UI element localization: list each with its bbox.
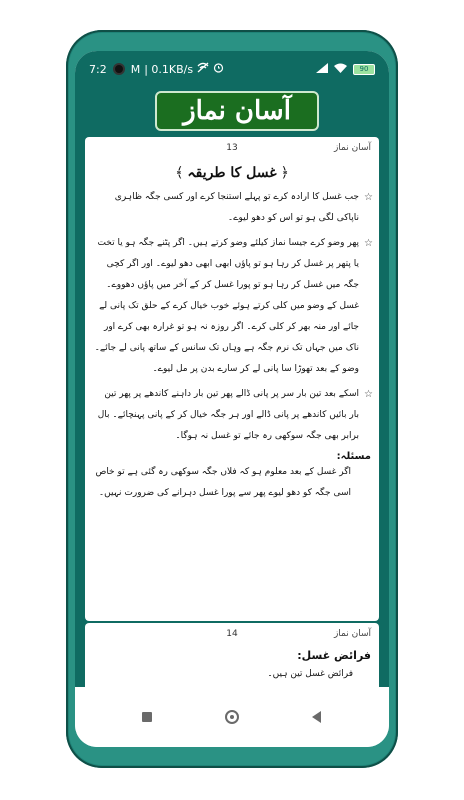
book-content[interactable] [75, 137, 389, 687]
page-header [93, 627, 371, 643]
ornament-right: ﴿ [280, 165, 289, 181]
status-time-suffix: M [130, 62, 141, 76]
status-right [316, 63, 375, 76]
recents-button[interactable] [133, 703, 161, 731]
recents-square-icon [142, 712, 152, 722]
star-icon: ☆ [364, 192, 373, 203]
screen [75, 51, 389, 747]
wifi-icon [334, 63, 347, 76]
camera-cutout-icon [113, 63, 125, 75]
signal-icon [316, 63, 328, 76]
battery-level: 90 [359, 65, 369, 73]
page-number: 14 [226, 629, 238, 639]
status-left [89, 62, 224, 76]
app-title: آسان نماز [155, 91, 319, 131]
paragraph-text: جب غسل کا ارادہ کرے تو پہلے استنجا کرے اور کسی جگہ ظاہری ناپاکی لگی ہو تو اس کو دھو لیوے۔ [114, 192, 359, 223]
battery-icon [353, 64, 375, 75]
star-icon: ☆ [364, 389, 373, 400]
phone-frame [66, 30, 398, 768]
back-button[interactable] [303, 703, 331, 731]
navigation-bar [75, 687, 389, 747]
phone-bezel [69, 33, 395, 765]
masala-text: اگر غسل کے بعد معلوم ہو کہ فلاں جگہ سوکھی رہ گئی ہے تو خاص اسی جگہ کو دھو لیوے پھر سے پورا غسل دہرانے کی ضرورت نہیں۔ [95, 467, 351, 498]
page-number: 13 [226, 143, 238, 153]
section-heading [93, 165, 371, 181]
star-icon: ☆ [364, 238, 373, 249]
status-bar [75, 51, 389, 87]
home-button[interactable] [218, 703, 246, 731]
paragraph [93, 233, 371, 380]
book-page-13 [85, 137, 379, 621]
alarm-icon [213, 62, 224, 76]
paragraph-text: اسکے بعد تین بار سر پر پانی ڈالے پھر تین بار داہنے کاندھے پر پھر تین بار بائیں کاندھے پر پانی ڈالے اور ہر جگہ خیال کر کے پانی پہنچائے۔ بال برابر بھی جگہ سوکھی رہ جائے تو غسل نہ ہوگا۔ [97, 389, 359, 441]
wifi-off-icon [197, 62, 209, 76]
paragraph [93, 187, 371, 229]
home-circle-icon [225, 710, 239, 724]
subheading: فرائض غسل: [297, 649, 371, 662]
app-header [75, 87, 389, 137]
page-book-name: آسان نماز [333, 143, 371, 153]
section-heading-text: غسل کا طریقہ [187, 165, 277, 181]
masala-label: مسئلہ: [336, 451, 371, 462]
page-header [93, 141, 371, 157]
network-speed: | 0.1KB/s [144, 62, 194, 76]
back-triangle-icon [312, 711, 321, 723]
page-book-name: آسان نماز [333, 629, 371, 639]
paragraph [93, 384, 371, 447]
status-time: 7:2 [89, 62, 107, 76]
text-line-content: فرائض غسل تین ہیں۔ [267, 669, 353, 679]
paragraph-text: پھر وضو کرے جیسا نماز کیلئے وضو کرتے ہیں۔ اگر پٹنے جگہ ہو یا تخت یا پتھر پر غسل کر رہا ہو تو پاؤں ابھی ابھی دھو لیوے۔ اور اگر کچی جگہ میں غسل کر رہا ہو تو پورا غسل کر کے آخر میں پاؤں دھووے۔ غسل کے وضو میں کلی کرتے ہوئے خوب خیال کرے کے حلق تک پانی لے جائے اور منہ بھر کر کلی کرے۔ اگر روزہ نہ ہو تو غرارہ بھی کرے اور ناک میں جہاں تک نرم جگہ ہے وہاں تک سانس کے ساتھ پانی لے جائے۔ وضو کے بعد تھوڑا سا پانی لے کر سارے بدن پر مل لیوے۔ [94, 238, 359, 374]
text-line [93, 664, 371, 684]
ornament-left: ﴾ [175, 165, 184, 181]
